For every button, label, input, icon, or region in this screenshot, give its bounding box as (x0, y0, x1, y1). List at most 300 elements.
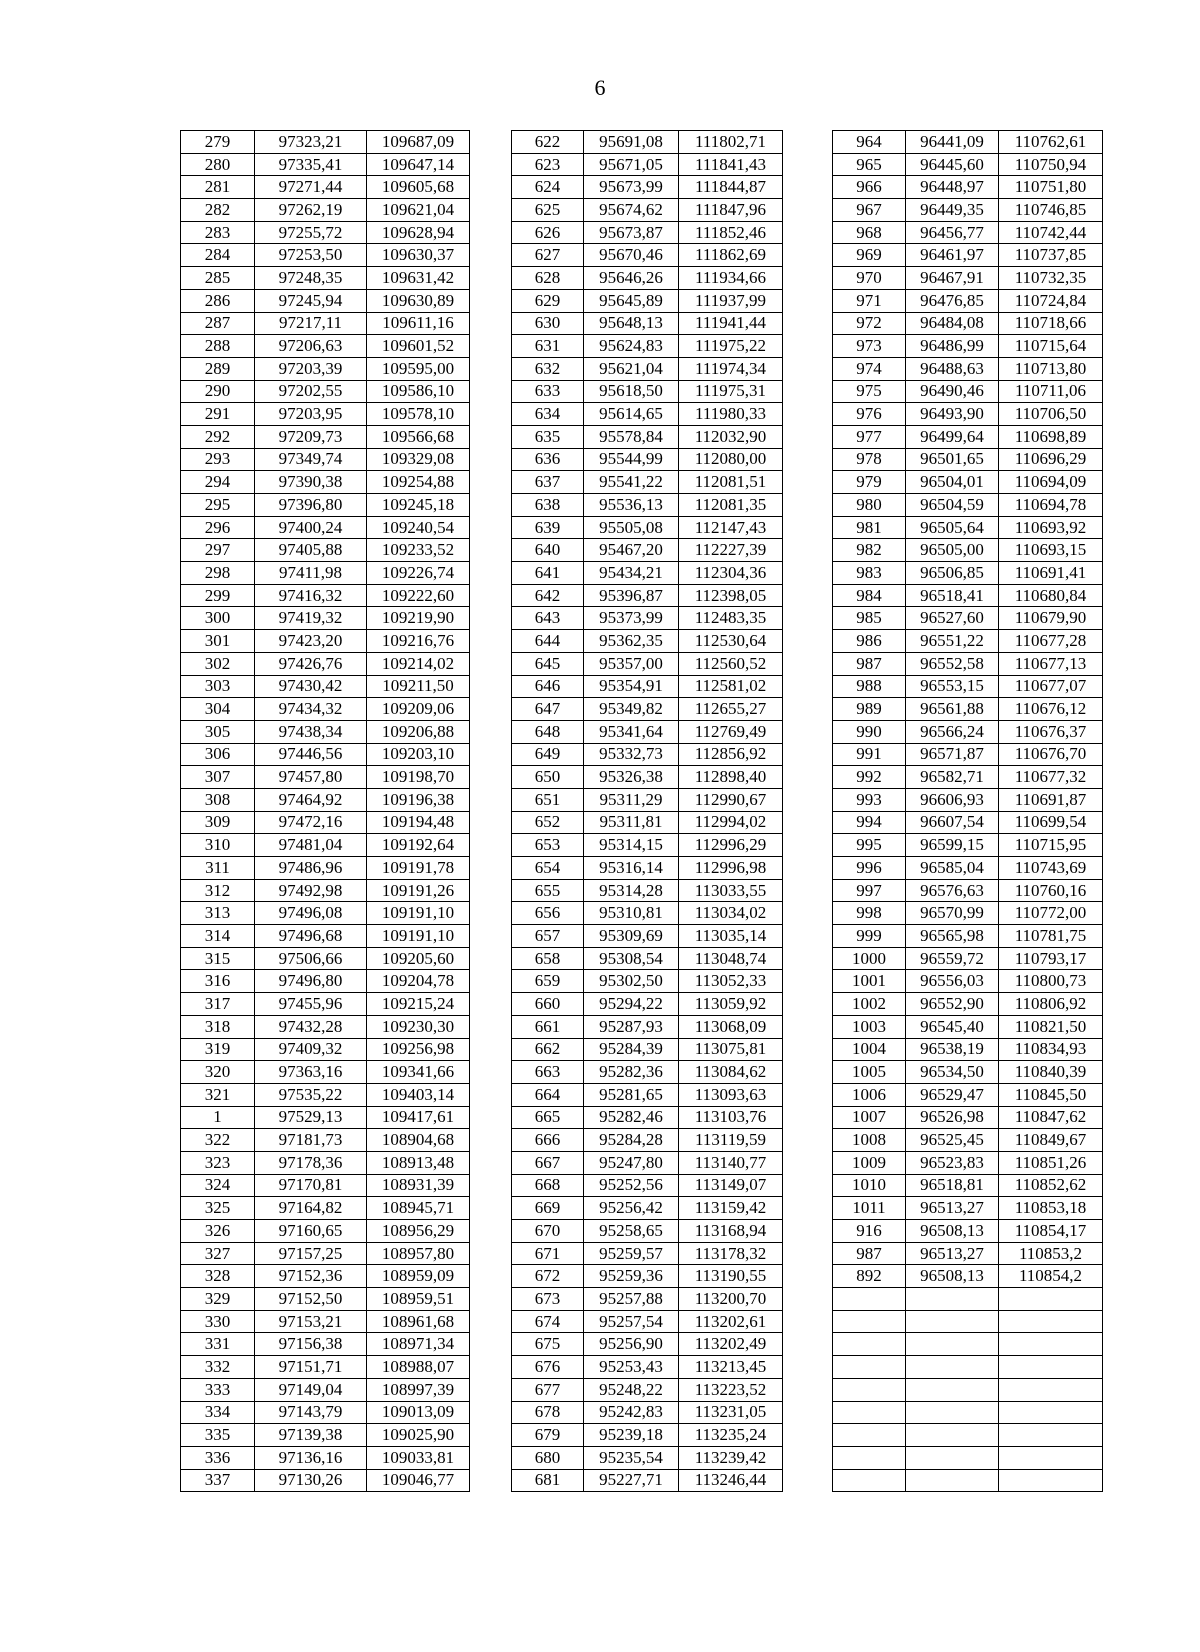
table-row (833, 902, 1103, 925)
point-number-cell (833, 1378, 906, 1401)
table-row (512, 221, 783, 244)
point-number-cell: 635 (512, 425, 584, 448)
x-coordinate-cell: 97181,73 (255, 1129, 367, 1152)
x-coordinate-cell: 95256,90 (584, 1333, 679, 1356)
table-row (833, 312, 1103, 335)
point-number-cell: 986 (833, 630, 906, 653)
y-coordinate-cell: 113239,42 (679, 1446, 783, 1469)
y-coordinate-cell: 113202,61 (679, 1310, 783, 1333)
y-coordinate-cell: 109403,14 (367, 1083, 470, 1106)
y-coordinate-cell: 112304,36 (679, 562, 783, 585)
y-coordinate-cell: 112080,00 (679, 448, 783, 471)
y-coordinate-cell: 112996,98 (679, 857, 783, 880)
point-number-cell: 285 (181, 267, 255, 290)
x-coordinate-cell: 96448,97 (906, 176, 999, 199)
y-coordinate-cell: 110743,69 (999, 857, 1103, 880)
y-coordinate-cell: 110781,75 (999, 925, 1103, 948)
y-coordinate-cell: 113231,05 (679, 1401, 783, 1424)
y-coordinate-cell: 110800,73 (999, 970, 1103, 993)
x-coordinate-cell: 95614,65 (584, 403, 679, 426)
point-number-cell: 659 (512, 970, 584, 993)
point-number-cell: 657 (512, 925, 584, 948)
table-row (512, 811, 783, 834)
point-number-cell (833, 1288, 906, 1311)
point-number-cell: 314 (181, 925, 255, 948)
point-number-cell: 644 (512, 630, 584, 653)
table-row (833, 267, 1103, 290)
point-number-cell: 987 (833, 1242, 906, 1265)
x-coordinate-cell: 95648,13 (584, 312, 679, 335)
y-coordinate-cell: 110821,50 (999, 1015, 1103, 1038)
y-coordinate-cell (999, 1424, 1103, 1447)
point-number-cell: 306 (181, 743, 255, 766)
point-number-cell: 301 (181, 630, 255, 653)
x-coordinate-cell: 95284,28 (584, 1129, 679, 1152)
table-row (833, 1083, 1103, 1106)
table-row (833, 1469, 1103, 1492)
table-row (512, 1015, 783, 1038)
y-coordinate-cell: 112032,90 (679, 425, 783, 448)
point-number-cell: 992 (833, 766, 906, 789)
table-row (833, 1220, 1103, 1243)
table-row (833, 176, 1103, 199)
table-row (833, 199, 1103, 222)
x-coordinate-cell: 95282,46 (584, 1106, 679, 1129)
point-number-cell: 284 (181, 244, 255, 267)
point-number-cell (833, 1424, 906, 1447)
point-number-cell (833, 1310, 906, 1333)
table-row (512, 1469, 783, 1492)
table-row (833, 1401, 1103, 1424)
y-coordinate-cell: 110677,13 (999, 652, 1103, 675)
y-coordinate-cell: 108956,29 (367, 1220, 470, 1243)
point-number-cell: 643 (512, 607, 584, 630)
x-coordinate-cell: 97486,96 (255, 857, 367, 880)
x-coordinate-cell: 95332,73 (584, 743, 679, 766)
point-number-cell: 916 (833, 1220, 906, 1243)
x-coordinate-cell: 97416,32 (255, 584, 367, 607)
y-coordinate-cell: 111974,34 (679, 357, 783, 380)
table-row (181, 584, 470, 607)
table-row (833, 947, 1103, 970)
point-number-cell: 329 (181, 1288, 255, 1311)
y-coordinate-cell: 110706,50 (999, 403, 1103, 426)
x-coordinate-cell: 95316,14 (584, 857, 679, 880)
y-coordinate-cell: 112856,92 (679, 743, 783, 766)
y-coordinate-cell: 113159,42 (679, 1197, 783, 1220)
point-number-cell: 293 (181, 448, 255, 471)
point-number-cell: 984 (833, 584, 906, 607)
point-number-cell: 976 (833, 403, 906, 426)
table-row (512, 1378, 783, 1401)
y-coordinate-cell (999, 1401, 1103, 1424)
y-coordinate-cell: 111802,71 (679, 131, 783, 154)
table-row (512, 267, 783, 290)
table-row (512, 1038, 783, 1061)
point-number-cell: 622 (512, 131, 584, 154)
table-row (833, 607, 1103, 630)
table-row (512, 1197, 783, 1220)
y-coordinate-cell: 113213,45 (679, 1356, 783, 1379)
x-coordinate-cell: 97426,76 (255, 652, 367, 675)
x-coordinate-cell: 96571,87 (906, 743, 999, 766)
point-number-cell: 999 (833, 925, 906, 948)
point-number-cell: 967 (833, 199, 906, 222)
x-coordinate-cell: 95308,54 (584, 947, 679, 970)
y-coordinate-cell: 109191,78 (367, 857, 470, 880)
table-row (512, 902, 783, 925)
table-row (833, 221, 1103, 244)
point-number-cell: 308 (181, 788, 255, 811)
table-row (833, 1197, 1103, 1220)
point-number-cell: 317 (181, 993, 255, 1016)
table-row (833, 289, 1103, 312)
x-coordinate-cell: 97496,80 (255, 970, 367, 993)
y-coordinate-cell: 111941,44 (679, 312, 783, 335)
point-number-cell: 300 (181, 607, 255, 630)
point-number-cell: 668 (512, 1174, 584, 1197)
point-number-cell: 655 (512, 879, 584, 902)
y-coordinate-cell: 110715,64 (999, 335, 1103, 358)
x-coordinate-cell: 97411,98 (255, 562, 367, 585)
point-number-cell: 978 (833, 448, 906, 471)
point-number-cell: 630 (512, 312, 584, 335)
x-coordinate-cell: 95248,22 (584, 1378, 679, 1401)
table-row (833, 1106, 1103, 1129)
point-number-cell: 294 (181, 471, 255, 494)
table-row (181, 357, 470, 380)
x-coordinate-cell: 95670,46 (584, 244, 679, 267)
y-coordinate-cell: 112769,49 (679, 720, 783, 743)
y-coordinate-cell: 110677,07 (999, 675, 1103, 698)
coordinates-table-3 (832, 130, 1103, 1492)
point-number-cell: 988 (833, 675, 906, 698)
point-number-cell: 970 (833, 267, 906, 290)
table-row (181, 176, 470, 199)
point-number-cell: 677 (512, 1378, 584, 1401)
table-row (181, 1015, 470, 1038)
table-row (512, 357, 783, 380)
x-coordinate-cell: 96545,40 (906, 1015, 999, 1038)
table-row (512, 199, 783, 222)
table-row (512, 630, 783, 653)
point-number-cell: 664 (512, 1083, 584, 1106)
y-coordinate-cell (999, 1288, 1103, 1311)
point-number-cell: 982 (833, 539, 906, 562)
point-number-cell: 321 (181, 1083, 255, 1106)
table-row (512, 153, 783, 176)
point-number-cell: 631 (512, 335, 584, 358)
x-coordinate-cell: 96499,64 (906, 425, 999, 448)
x-coordinate-cell: 97405,88 (255, 539, 367, 562)
point-number-cell: 980 (833, 494, 906, 517)
table-row (181, 720, 470, 743)
table-row (512, 176, 783, 199)
y-coordinate-cell: 110693,15 (999, 539, 1103, 562)
table-row (833, 1242, 1103, 1265)
x-coordinate-cell: 95357,00 (584, 652, 679, 675)
point-number-cell: 1004 (833, 1038, 906, 1061)
x-coordinate-cell: 95618,50 (584, 380, 679, 403)
y-coordinate-cell: 113103,76 (679, 1106, 783, 1129)
point-number-cell: 673 (512, 1288, 584, 1311)
point-number-cell: 658 (512, 947, 584, 970)
x-coordinate-cell: 97245,94 (255, 289, 367, 312)
table-row (181, 1401, 470, 1424)
y-coordinate-cell: 112996,29 (679, 834, 783, 857)
table-row (512, 289, 783, 312)
point-number-cell: 650 (512, 766, 584, 789)
table-row (181, 289, 470, 312)
x-coordinate-cell: 95646,26 (584, 267, 679, 290)
table-row (181, 1265, 470, 1288)
y-coordinate-cell: 109211,50 (367, 675, 470, 698)
x-coordinate-cell: 96576,63 (906, 879, 999, 902)
point-number-cell: 633 (512, 380, 584, 403)
x-coordinate-cell: 95671,05 (584, 153, 679, 176)
table-row (181, 743, 470, 766)
y-coordinate-cell: 109222,60 (367, 584, 470, 607)
table-row (181, 1310, 470, 1333)
point-number-cell: 973 (833, 335, 906, 358)
y-coordinate-cell: 112081,35 (679, 494, 783, 517)
table-row (181, 1242, 470, 1265)
point-number-cell: 279 (181, 131, 255, 154)
x-coordinate-cell: 97149,04 (255, 1378, 367, 1401)
x-coordinate-cell: 96508,13 (906, 1220, 999, 1243)
y-coordinate-cell: 110732,35 (999, 267, 1103, 290)
point-number-cell: 638 (512, 494, 584, 517)
table-row (833, 698, 1103, 721)
point-number-cell: 636 (512, 448, 584, 471)
x-coordinate-cell: 97217,11 (255, 312, 367, 335)
point-number-cell: 985 (833, 607, 906, 630)
x-coordinate-cell: 97178,36 (255, 1151, 367, 1174)
y-coordinate-cell: 109196,38 (367, 788, 470, 811)
y-coordinate-cell: 111975,22 (679, 335, 783, 358)
x-coordinate-cell: 97164,82 (255, 1197, 367, 1220)
table-row (833, 1015, 1103, 1038)
point-number-cell: 651 (512, 788, 584, 811)
x-coordinate-cell: 96607,54 (906, 811, 999, 834)
table-row (181, 879, 470, 902)
table-row (512, 1446, 783, 1469)
x-coordinate-cell: 95258,65 (584, 1220, 679, 1243)
x-coordinate-cell: 95536,13 (584, 494, 679, 517)
table-row (833, 766, 1103, 789)
y-coordinate-cell: 113223,52 (679, 1378, 783, 1401)
coordinates-tables (180, 130, 1113, 1554)
y-coordinate-cell: 113190,55 (679, 1265, 783, 1288)
point-number-cell: 334 (181, 1401, 255, 1424)
table-row (512, 993, 783, 1016)
table-row (833, 516, 1103, 539)
table-row (833, 448, 1103, 471)
table-row (512, 720, 783, 743)
y-coordinate-cell: 109566,68 (367, 425, 470, 448)
y-coordinate-cell: 109647,14 (367, 153, 470, 176)
y-coordinate-cell: 109630,89 (367, 289, 470, 312)
table-row (512, 1242, 783, 1265)
y-coordinate-cell: 109240,54 (367, 516, 470, 539)
x-coordinate-cell (906, 1310, 999, 1333)
point-number-cell (833, 1333, 906, 1356)
table-row (833, 811, 1103, 834)
y-coordinate-cell: 110737,85 (999, 244, 1103, 267)
y-coordinate-cell: 109216,76 (367, 630, 470, 653)
table-row (181, 902, 470, 925)
table-row (512, 743, 783, 766)
x-coordinate-cell: 96506,85 (906, 562, 999, 585)
y-coordinate-cell: 109417,61 (367, 1106, 470, 1129)
x-coordinate-cell: 97253,50 (255, 244, 367, 267)
table-row (181, 1083, 470, 1106)
point-number-cell: 295 (181, 494, 255, 517)
table-row (833, 244, 1103, 267)
y-coordinate-cell: 109631,42 (367, 267, 470, 290)
point-number-cell: 309 (181, 811, 255, 834)
point-number-cell: 649 (512, 743, 584, 766)
x-coordinate-cell: 97335,41 (255, 153, 367, 176)
table-row (512, 131, 783, 154)
x-coordinate-cell: 95544,99 (584, 448, 679, 471)
y-coordinate-cell: 110746,85 (999, 199, 1103, 222)
table-row (512, 652, 783, 675)
table-row (512, 834, 783, 857)
y-coordinate-cell: 113178,32 (679, 1242, 783, 1265)
point-number-cell: 328 (181, 1265, 255, 1288)
y-coordinate-cell: 108959,09 (367, 1265, 470, 1288)
x-coordinate-cell: 97156,38 (255, 1333, 367, 1356)
point-number-cell (833, 1401, 906, 1424)
y-coordinate-cell: 110699,54 (999, 811, 1103, 834)
table-row (833, 1038, 1103, 1061)
point-number-cell: 997 (833, 879, 906, 902)
y-coordinate-cell: 109630,37 (367, 244, 470, 267)
x-coordinate-cell (906, 1401, 999, 1424)
y-coordinate-cell: 111980,33 (679, 403, 783, 426)
table-row (833, 675, 1103, 698)
x-coordinate-cell: 96484,08 (906, 312, 999, 335)
y-coordinate-cell: 113059,92 (679, 993, 783, 1016)
x-coordinate-cell: 97472,16 (255, 811, 367, 834)
table-row (833, 403, 1103, 426)
point-number-cell: 669 (512, 1197, 584, 1220)
table-row (512, 1333, 783, 1356)
point-number-cell: 665 (512, 1106, 584, 1129)
x-coordinate-cell: 97271,44 (255, 176, 367, 199)
table-row (833, 357, 1103, 380)
y-coordinate-cell: 109611,16 (367, 312, 470, 335)
point-number-cell: 674 (512, 1310, 584, 1333)
table-row (512, 698, 783, 721)
x-coordinate-cell: 97438,34 (255, 720, 367, 743)
y-coordinate-cell: 109214,02 (367, 652, 470, 675)
point-number-cell: 990 (833, 720, 906, 743)
x-coordinate-cell: 96513,27 (906, 1242, 999, 1265)
point-number-cell: 280 (181, 153, 255, 176)
point-number-cell: 322 (181, 1129, 255, 1152)
y-coordinate-cell: 110677,32 (999, 766, 1103, 789)
y-coordinate-cell: 109215,24 (367, 993, 470, 1016)
y-coordinate-cell: 109621,04 (367, 199, 470, 222)
x-coordinate-cell: 96508,13 (906, 1265, 999, 1288)
x-coordinate-cell: 97432,28 (255, 1015, 367, 1038)
x-coordinate-cell: 97496,68 (255, 925, 367, 948)
y-coordinate-cell: 113035,14 (679, 925, 783, 948)
x-coordinate-cell: 96441,09 (906, 131, 999, 154)
point-number-cell: 307 (181, 766, 255, 789)
y-coordinate-cell (999, 1378, 1103, 1401)
point-number-cell: 626 (512, 221, 584, 244)
point-number-cell: 964 (833, 131, 906, 154)
x-coordinate-cell (906, 1288, 999, 1311)
x-coordinate-cell: 97419,32 (255, 607, 367, 630)
point-number-cell: 282 (181, 199, 255, 222)
y-coordinate-cell: 109595,00 (367, 357, 470, 380)
x-coordinate-cell: 97130,26 (255, 1469, 367, 1492)
table-row (181, 494, 470, 517)
table-row (181, 516, 470, 539)
table-row (833, 1424, 1103, 1447)
point-number-cell: 331 (181, 1333, 255, 1356)
y-coordinate-cell: 109230,30 (367, 1015, 470, 1038)
table-row (181, 788, 470, 811)
x-coordinate-cell: 96505,64 (906, 516, 999, 539)
x-coordinate-cell: 96449,35 (906, 199, 999, 222)
point-number-cell: 653 (512, 834, 584, 857)
x-coordinate-cell: 97262,19 (255, 199, 367, 222)
y-coordinate-cell: 110696,29 (999, 448, 1103, 471)
y-coordinate-cell: 111934,66 (679, 267, 783, 290)
y-coordinate-cell: 109192,64 (367, 834, 470, 857)
point-number-cell: 994 (833, 811, 906, 834)
y-coordinate-cell: 109329,08 (367, 448, 470, 471)
point-number-cell: 333 (181, 1378, 255, 1401)
table-row (833, 788, 1103, 811)
x-coordinate-cell: 95309,69 (584, 925, 679, 948)
table-row (833, 1151, 1103, 1174)
y-coordinate-cell: 110715,95 (999, 834, 1103, 857)
y-coordinate-cell: 109206,88 (367, 720, 470, 743)
x-coordinate-cell: 95227,71 (584, 1469, 679, 1492)
y-coordinate-cell: 109605,68 (367, 176, 470, 199)
x-coordinate-cell: 97423,20 (255, 630, 367, 653)
table-row (181, 131, 470, 154)
x-coordinate-cell: 95257,54 (584, 1310, 679, 1333)
x-coordinate-cell: 96493,90 (906, 403, 999, 426)
point-number-cell: 311 (181, 857, 255, 880)
table-row (512, 335, 783, 358)
x-coordinate-cell: 97203,95 (255, 403, 367, 426)
x-coordinate-cell: 96552,58 (906, 652, 999, 675)
y-coordinate-cell: 109194,48 (367, 811, 470, 834)
table-row (512, 494, 783, 517)
y-coordinate-cell: 112483,35 (679, 607, 783, 630)
y-coordinate-cell: 109601,52 (367, 335, 470, 358)
x-coordinate-cell: 95673,99 (584, 176, 679, 199)
y-coordinate-cell: 110677,28 (999, 630, 1103, 653)
y-coordinate-cell: 110847,62 (999, 1106, 1103, 1129)
x-coordinate-cell: 95281,65 (584, 1083, 679, 1106)
point-number-cell: 666 (512, 1129, 584, 1152)
y-coordinate-cell: 108913,48 (367, 1151, 470, 1174)
table-row (512, 607, 783, 630)
table-row (512, 448, 783, 471)
table-row (181, 199, 470, 222)
table-row (512, 925, 783, 948)
point-number-cell: 998 (833, 902, 906, 925)
